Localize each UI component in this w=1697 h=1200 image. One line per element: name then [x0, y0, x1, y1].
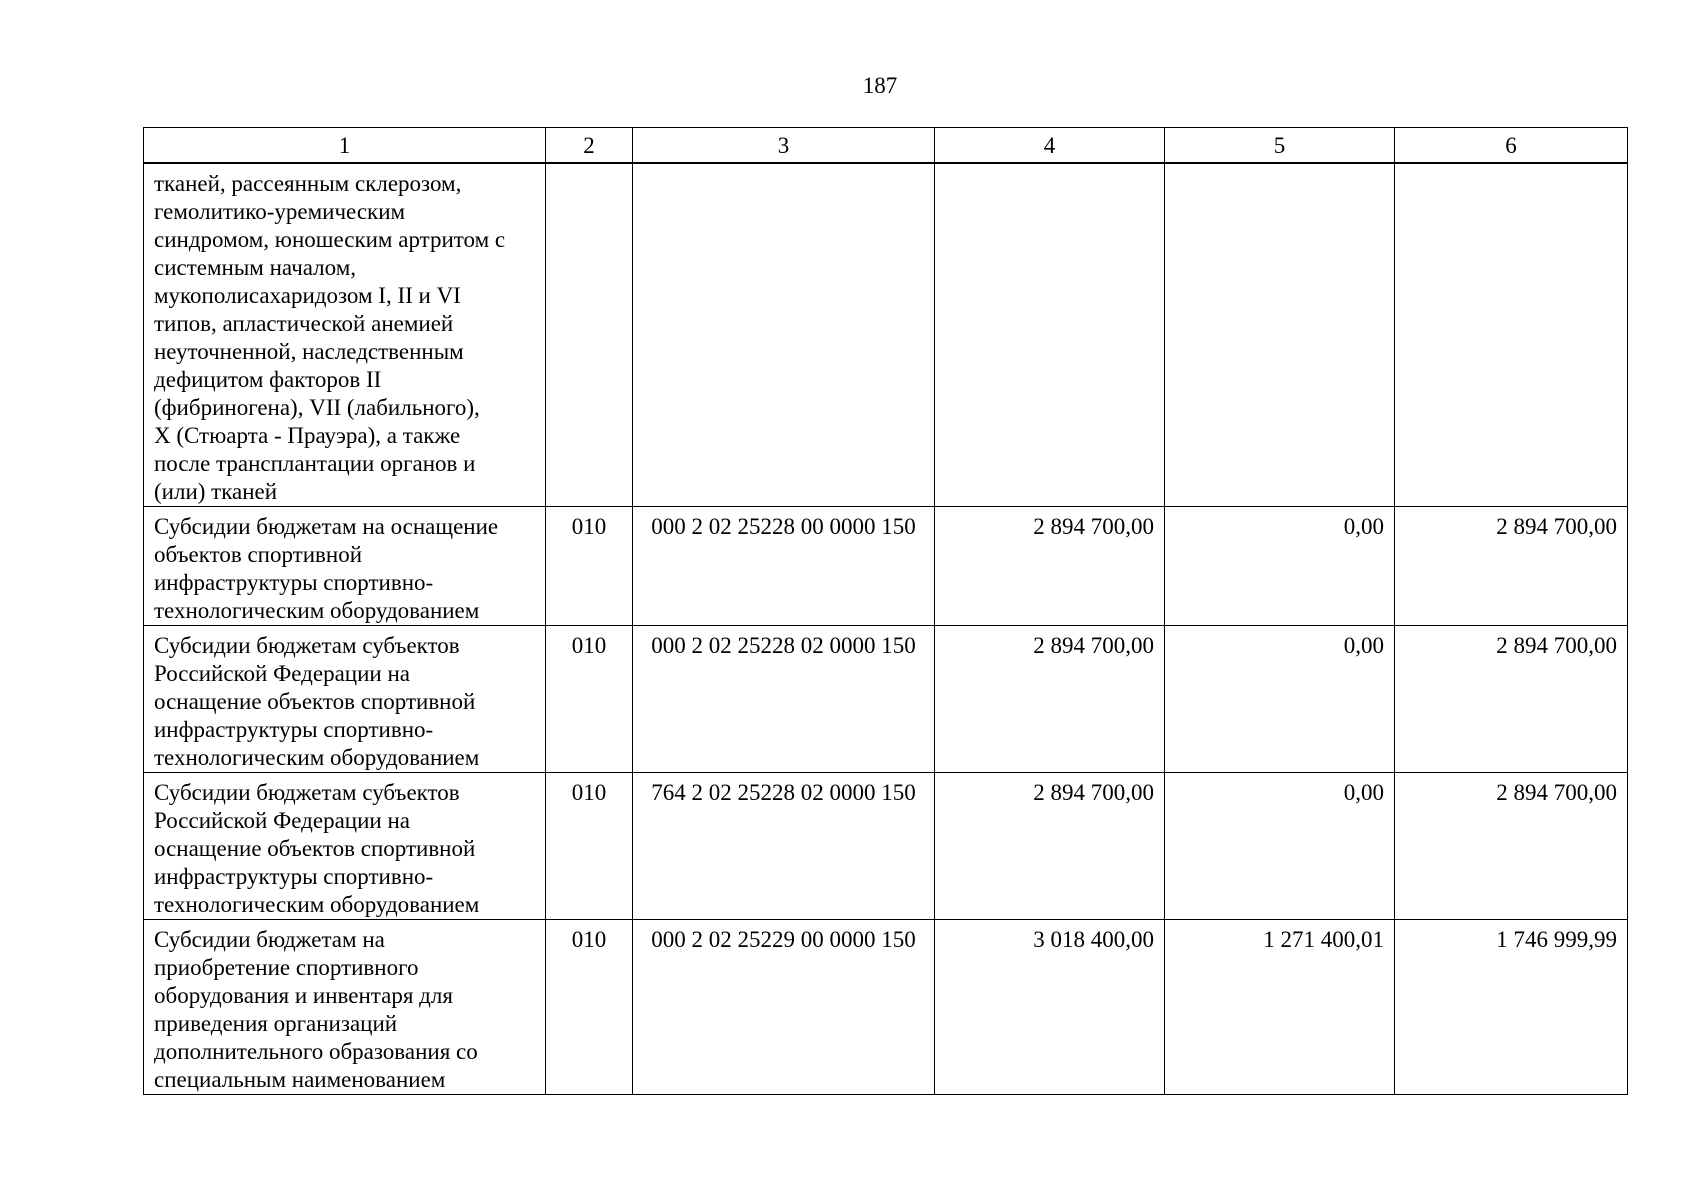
- description-line: Субсидии бюджетам субъектов: [154, 633, 460, 658]
- row-amount-col4: 2 894 700,00: [935, 773, 1165, 920]
- table-row: [144, 626, 1628, 773]
- row-description: [144, 920, 546, 1095]
- row-amount-col5: 0,00: [1165, 626, 1395, 773]
- row-amount-col6: 2 894 700,00: [1395, 507, 1628, 626]
- empty-cell: [935, 163, 1165, 507]
- header-col-3: 3: [633, 128, 935, 164]
- row-amount-col4: 2 894 700,00: [935, 507, 1165, 626]
- row-amount-col5: 1 271 400,01: [1165, 920, 1395, 1095]
- description-line: инфраструктуры спортивно-: [154, 717, 434, 742]
- header-col-2: 2: [546, 128, 633, 164]
- description-line: Российской Федерации на: [154, 661, 410, 686]
- empty-cell: [1395, 163, 1628, 507]
- table-row: [144, 920, 1628, 1095]
- description-line: инфраструктуры спортивно-: [154, 570, 434, 595]
- empty-cell: [1165, 163, 1395, 507]
- description-line: оборудования и инвентаря для: [154, 983, 453, 1008]
- table-row: [144, 507, 1628, 626]
- row-amount-col6: 2 894 700,00: [1395, 773, 1628, 920]
- description-line: системным началом,: [154, 255, 357, 280]
- row-code: 010: [546, 507, 633, 626]
- header-row: [144, 128, 1628, 164]
- row-code: 010: [546, 920, 633, 1095]
- row-amount-col4: 2 894 700,00: [935, 626, 1165, 773]
- header-col-1: 1: [144, 128, 546, 164]
- description-line: оснащение объектов спортивной: [154, 836, 476, 861]
- row-code: 010: [546, 773, 633, 920]
- row-kbk: 764 2 02 25228 02 0000 150: [633, 773, 935, 920]
- description-line: Субсидии бюджетам на: [154, 927, 385, 952]
- row-amount-col5: 0,00: [1165, 773, 1395, 920]
- budget-table: [143, 127, 1628, 1095]
- description-line: гемолитико-уремическим: [154, 199, 406, 224]
- description-line: неуточненной, наследственным: [154, 339, 464, 364]
- description-line: специальным наименованием: [154, 1067, 446, 1092]
- empty-cell: [633, 163, 935, 507]
- header-col-5: 5: [1165, 128, 1395, 164]
- description-line: типов, апластической анемией: [154, 311, 454, 336]
- row-description: [144, 626, 546, 773]
- description-line: технологическим оборудованием: [154, 745, 480, 770]
- description-line: (или) тканей: [154, 479, 278, 504]
- description-line: тканей, рассеянным склерозом,: [154, 171, 462, 196]
- row-kbk: 000 2 02 25228 00 0000 150: [633, 507, 935, 626]
- header-col-6: 6: [1395, 128, 1628, 164]
- description-line: мукополисахаридозом I, II и VI: [154, 283, 461, 308]
- description-line: дополнительного образования со: [154, 1039, 478, 1064]
- row-amount-col5: 0,00: [1165, 507, 1395, 626]
- description-line: приведения организаций: [154, 1011, 398, 1036]
- row-amount-col6: 1 746 999,99: [1395, 920, 1628, 1095]
- description-line: технологическим оборудованием: [154, 598, 480, 623]
- description-line: (фибриногена), VII (лабильного),: [154, 395, 480, 420]
- table-row: [144, 773, 1628, 920]
- description-line: синдромом, юношеским артритом с: [154, 227, 506, 252]
- continuation-description: [144, 163, 546, 507]
- table-body: [144, 163, 1628, 1095]
- row-description: [144, 507, 546, 626]
- description-line: X (Стюарта - Прауэра), а также: [154, 423, 461, 448]
- description-line: объектов спортивной: [154, 542, 363, 567]
- row-amount-col6: 2 894 700,00: [1395, 626, 1628, 773]
- row-kbk: 000 2 02 25228 02 0000 150: [633, 626, 935, 773]
- row-kbk: 000 2 02 25229 00 0000 150: [633, 920, 935, 1095]
- row-amount-col4: 3 018 400,00: [935, 920, 1165, 1095]
- row-description: [144, 773, 546, 920]
- row-code: 010: [546, 626, 633, 773]
- description-line: Субсидии бюджетам субъектов: [154, 780, 460, 805]
- description-line: приобретение спортивного: [154, 955, 419, 980]
- page-number: 187: [862, 73, 898, 98]
- table-header: [144, 128, 1628, 164]
- description-line: Российской Федерации на: [154, 808, 410, 833]
- description-line: инфраструктуры спортивно-: [154, 864, 434, 889]
- description-line: дефицитом факторов II: [154, 367, 382, 392]
- description-line: Субсидии бюджетам на оснащение: [154, 514, 499, 539]
- description-line: оснащение объектов спортивной: [154, 689, 476, 714]
- header-col-4: 4: [935, 128, 1165, 164]
- description-line: после трансплантации органов и: [154, 451, 476, 476]
- table-row-continuation: [144, 163, 1628, 507]
- description-line: технологическим оборудованием: [154, 892, 480, 917]
- empty-cell: [546, 163, 633, 507]
